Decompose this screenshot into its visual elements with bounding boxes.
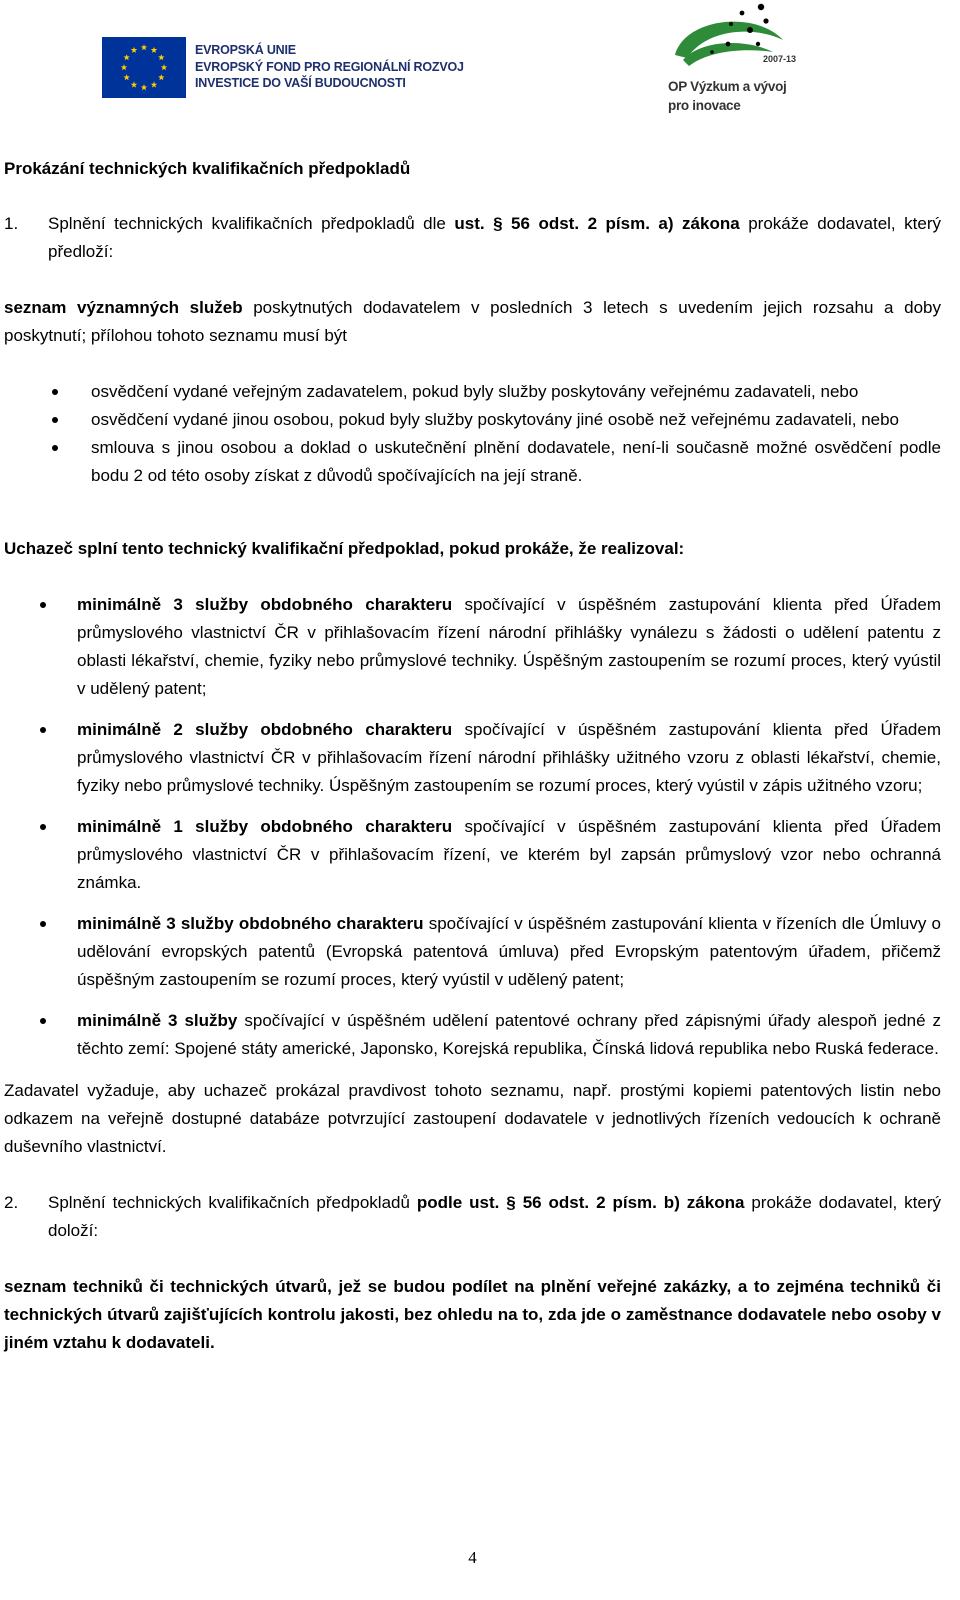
requirement-text: spočívající v úspěšném zastupování klienta před Úřadem průmyslového vlastnictví ČR v přihlašovacím řízení národní přihlášky užitného vzoru z oblasti lékařství, chemie, fyziky nebo průmyslové techniky. Úspěšným zastoupením se rozumí proces, který vyústil v zápis užitného vzoru; — [77, 720, 941, 795]
section-1-law-ref: ust. § 56 odst. 2 písm. a) zákona — [454, 214, 740, 233]
section-1-number: 1. — [4, 214, 19, 233]
op-years: 2007-13 — [763, 54, 797, 64]
requirement-heading: Uchazeč splní tento technický kvalifikační předpoklad, pokud prokáže, že realizoval: — [4, 539, 685, 558]
list-item: osvědčení vydané veřejným zadavatelem, pokud byly služby poskytovány veřejnému zadavateli, nebo — [4, 378, 941, 406]
list-item — [4, 1007, 941, 1063]
section-2-text-b: prokáže dodavatel, který doloží: — [48, 1193, 941, 1240]
services-list-rest: poskytnutých dodavatelem v posledních 3 letech s uvedením jejich rozsahu a doby poskytnutí; přílohou tohoto seznamu musí být — [4, 298, 941, 345]
requirement-bold: minimálně 2 služby obdobného charakteru — [77, 720, 453, 739]
op-program-text — [668, 77, 786, 115]
verification-paragraph: Zadavatel vyžaduje, aby uchazeč prokázal pravdivost tohoto seznamu, např. prostými kopiemi patentových listin nebo odkazem na veřejně dostupné databáze potvrzující zastoupení dodavatele v jednotlivých řízeních vedoucích k ochraně duševního vlastnictví. — [4, 1081, 941, 1156]
list-item: osvědčení vydané jinou osobou, pokud byly služby poskytovány jiné osobě než veřejnému zadavateli, nebo — [4, 406, 941, 434]
list-item — [4, 910, 941, 994]
eu-line-1: EVROPSKÁ UNIE — [195, 43, 296, 57]
certificate-bullet-list — [4, 378, 941, 490]
list-item — [4, 813, 941, 897]
requirement-bullet-list — [4, 591, 941, 1063]
section-2 — [4, 1189, 941, 1245]
list-item — [4, 591, 941, 703]
document-heading: Prokázání technických kvalifikačních předpokladů — [4, 159, 411, 178]
requirement-bold: minimálně 3 služby obdobného charakteru — [77, 914, 424, 933]
section-2-law-ref: podle ust. § 56 odst. 2 písm. b) zákona — [416, 1193, 745, 1212]
document-body — [4, 155, 941, 1385]
op-line-1: OP Výzkum a vývoj — [668, 79, 787, 94]
eu-fund-text — [195, 42, 464, 92]
requirement-bold: minimálně 3 služby obdobného charakteru — [77, 595, 453, 614]
section-2-number: 2. — [4, 1193, 19, 1212]
section-1-text — [48, 210, 941, 266]
requirement-text: spočívající v úspěšném zastupování klienta před Úřadem průmyslového vlastnictví ČR v přihlašovacím řízení, ve kterém byl zapsán průmyslový vzor nebo ochranná známka. — [77, 817, 941, 892]
eu-line-2: EVROPSKÝ FOND PRO REGIONÁLNÍ ROZVOJ — [195, 59, 464, 74]
requirement-bold: minimálně 3 služby — [77, 1011, 238, 1030]
technicians-paragraph: seznam techniků či technických útvarů, jež se budou podílet na plnění veřejné zakázky, a to zejména techniků či technických útvarů zajišťujících kontrolu jakosti, bez ohledu na to, zda jde o zaměstnance dodavatele nebo osoby v jiném vztahu k dodavateli. — [4, 1277, 941, 1352]
requirement-text: spočívající v úspěšném zastupování klienta před Úřadem průmyslového vlastnictví ČR v přihlašovacím řízení národní přihlášky vynálezu s žádosti o udělení patentu z oblasti lékařství, chemie, fyziky nebo průmyslové techniky. Úspěšným zastoupením se rozumí proces, který vyústil v udělený patent; — [77, 595, 941, 698]
section-1-text-a: Splnění technických kvalifikačních předpokladů dle — [48, 214, 455, 233]
eu-line-3: INVESTICE DO VAŠÍ BUDOUCNOSTI — [195, 76, 406, 90]
section-2-text — [48, 1189, 941, 1245]
section-1 — [4, 210, 941, 266]
requirement-text: spočívající v úspěšném zastupování klienta v řízeních dle Úmluvy o udělování evropských patentů (Evropská patentová úmluva) před Evropským patentovým úřadem, přičemž úspěšným zastoupením se rozumí proces, který vyústil v udělený patent; — [77, 914, 941, 989]
requirement-bold: minimálně 1 služby obdobného charakteru — [77, 817, 453, 836]
services-list-intro — [4, 294, 941, 350]
section-1-text-b: prokáže dodavatel, který předloží: — [48, 214, 941, 261]
page-number: 4 — [468, 1548, 477, 1567]
list-item: smlouva s jinou osobou a doklad o uskutečnění plnění dodavatele, není-li současně možné osvědčení podle bodu 2 od této osoby získat z důvodů spočívajících na její straně. — [4, 434, 941, 490]
op-line-2: pro inovace — [668, 98, 741, 113]
requirement-text: spočívající v úspěšném udělení patentové ochrany před zápisnými úřady alespoň jedné z těchto zemí: Spojené státy americké, Japonsko, Korejská republika, Čínská lidová republika nebo Ruská federace. — [77, 1011, 941, 1058]
eu-flag-logo — [102, 37, 186, 98]
list-item — [4, 716, 941, 800]
services-list-bold: seznam významných služeb — [4, 298, 243, 317]
section-2-text-a: Splnění technických kvalifikačních předpokladů — [48, 1193, 417, 1212]
